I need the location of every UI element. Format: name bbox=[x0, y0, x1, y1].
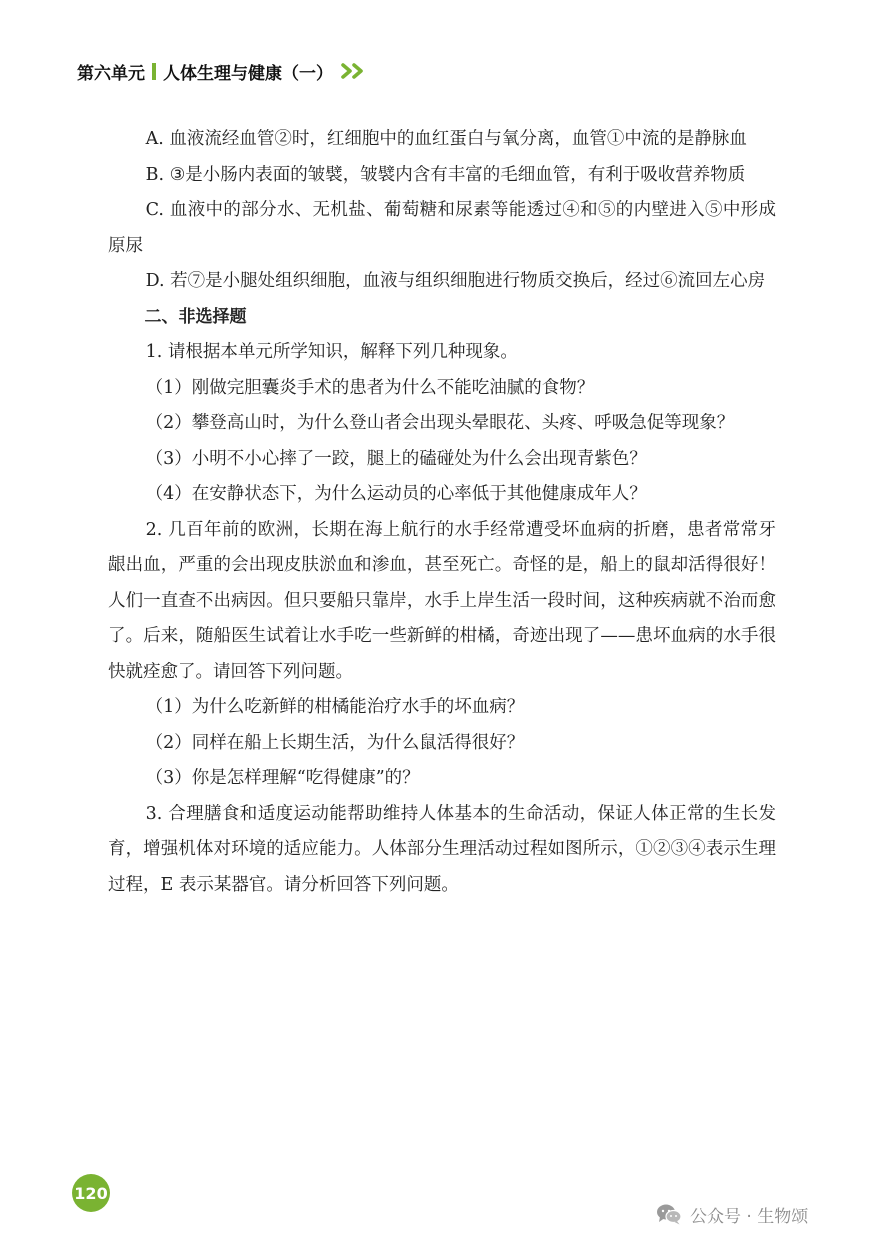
question-1-part-4: （4）在安静状态下，为什么运动员的心率低于其他健康成年人？ bbox=[145, 484, 647, 504]
question-1-part-1: （1）刚做完胆囊炎手术的患者为什么不能吃油腻的食物？ bbox=[145, 377, 595, 398]
question-1-part-2: （2）攀登高山时，为什么登山者会出现头晕眼花、头疼、呼吸急促等现象？ bbox=[145, 413, 735, 433]
unit-title: 人体生理与健康（一） bbox=[163, 63, 333, 84]
question-3: 3. 合理膳食和适度运动能帮助维持人体基本的生命活动，保证人体正常的生长发育，增强机体对环境的适应能力。人体部分生理活动过程如图所示，①②③④表示生理过程，E 表示某器官。请分析回答下列问题。 bbox=[108, 803, 776, 895]
page-number-badge: 120 bbox=[72, 1174, 110, 1212]
question-2-part-3: （3）你是怎样理解“吃得健康”的？ bbox=[145, 768, 420, 788]
option-d: D. 若⑦是小腿处组织细胞，血液与组织细胞进行物质交换后，经过⑥流回左心房 bbox=[145, 271, 766, 291]
watermark bbox=[656, 1199, 808, 1229]
question-2-part-1: （1）为什么吃新鲜的柑橘能治疗水手的坏血病？ bbox=[145, 697, 525, 717]
option-c: C. 血液中的部分水、无机盐、葡萄糖和尿素等能透过④和⑤的内壁进入⑤中形成原尿 bbox=[108, 200, 776, 256]
double-chevron-icon bbox=[341, 63, 367, 79]
question-1: 1. 请根据本单元所学知识，解释下列几种现象。 bbox=[145, 342, 518, 362]
watermark-text: 公众号 · 生物颂 bbox=[690, 1206, 809, 1227]
question-1-part-3: （3）小明不小心摔了一跤，腿上的磕碰处为什么会出现青紫色？ bbox=[145, 448, 647, 469]
question-2: 2. 几百年前的欧洲，长期在海上航行的水手经常遭受坏血病的折磨，患者常常牙龈出血，严重的会出现皮肤淤血和渗血，甚至死亡。奇怪的是，船上的鼠却活得很好！人们一直查不出病因。但只要船只靠岸，水手上岸生活一段时间，这种疾病就不治而愈了。后来，随船医生试着让水手吃一些新鲜的柑橘，奇迹出现了——患坏血病的水手很快就痊愈了。请回答下列问题。 bbox=[108, 519, 776, 682]
option-a: A. 血液流经血管②时，红细胞中的血红蛋白与氧分离，血管①中流的是静脉血 bbox=[145, 129, 747, 149]
question-2-part-2: （2）同样在船上长期生活，为什么鼠活得很好？ bbox=[145, 732, 525, 753]
page-body bbox=[108, 122, 776, 903]
unit-label: 第六单元 bbox=[77, 63, 145, 84]
page-header bbox=[77, 58, 367, 84]
option-b: B. ③是小肠内表面的皱襞，皱襞内含有丰富的毛细血管，有利于吸收营养物质 bbox=[145, 164, 746, 185]
header-divider-bar bbox=[152, 63, 156, 80]
wechat-icon bbox=[656, 1203, 682, 1225]
section-heading: 二、非选择题 bbox=[144, 306, 247, 327]
